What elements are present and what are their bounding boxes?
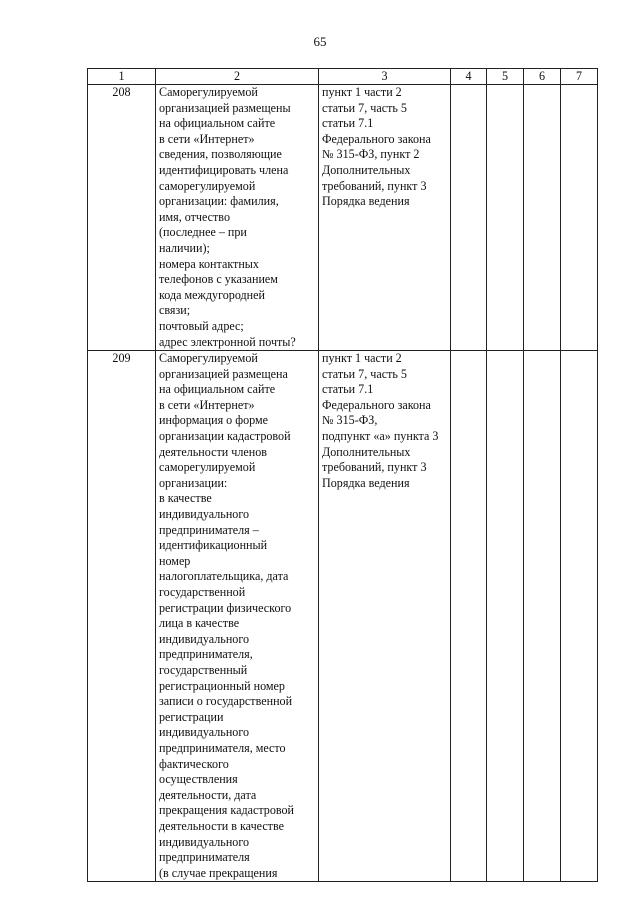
answer-cell-6 (524, 85, 561, 351)
answer-cell-7 (561, 85, 598, 351)
answer-cell-6 (524, 351, 561, 882)
page-number: 65 (313, 34, 327, 49)
requirement-text: Саморегулируемой организацией размещена на официальном сайте в сети «Интернет» информация о форме организации кадастровой деятельности членов саморегулируемой организации: в качестве индивидуального предпринимателя – идентификационный номер налогоплательщика, дата государственной регистрации физического лица в качестве индивидуального предпринимателя, государственный регистрационный номер записи о государственной регистрации индивидуального предпринимателя, место фактического осуществления деятельности, дата прекращения кадастровой деятельности в качестве индивидуального предпринимателя (в случае прекращения (156, 351, 319, 882)
requirements-table (87, 68, 598, 882)
requirement-text: Саморегулируемой организацией размещены на официальном сайте в сети «Интернет» сведения, позволяющие идентифицировать члена саморегулируемой организации: фамилия, имя, отчество (последнее – при наличии); номера контактных телефонов с указанием кода междугородней связи; почтовый адрес; адрес электронной почты? (156, 85, 319, 351)
column-header-5: 5 (487, 69, 524, 85)
legal-reference: пункт 1 части 2 статьи 7, часть 5 статьи 7.1 Федерального закона № 315-ФЗ, пункт 2 Дополнительных требований, пункт 3 Порядка ведения (319, 85, 451, 351)
column-header-3: 3 (319, 69, 451, 85)
answer-cell-5 (487, 351, 524, 882)
column-header-7: 7 (561, 69, 598, 85)
table-row (88, 85, 598, 351)
answer-cell-4 (451, 85, 487, 351)
column-header-2: 2 (156, 69, 319, 85)
row-number: 208 (88, 85, 156, 351)
column-header-6: 6 (524, 69, 561, 85)
answer-cell-4 (451, 351, 487, 882)
header-row (88, 69, 598, 85)
row-number: 209 (88, 351, 156, 882)
answer-cell-5 (487, 85, 524, 351)
legal-reference: пункт 1 части 2 статьи 7, часть 5 статьи 7.1 Федерального закона № 315-ФЗ, подпункт «а» пункта 3 Дополнительных требований, пункт 3 Порядка ведения (319, 351, 451, 882)
column-header-1: 1 (88, 69, 156, 85)
table-row (88, 351, 598, 882)
column-header-4: 4 (451, 69, 487, 85)
answer-cell-7 (561, 351, 598, 882)
